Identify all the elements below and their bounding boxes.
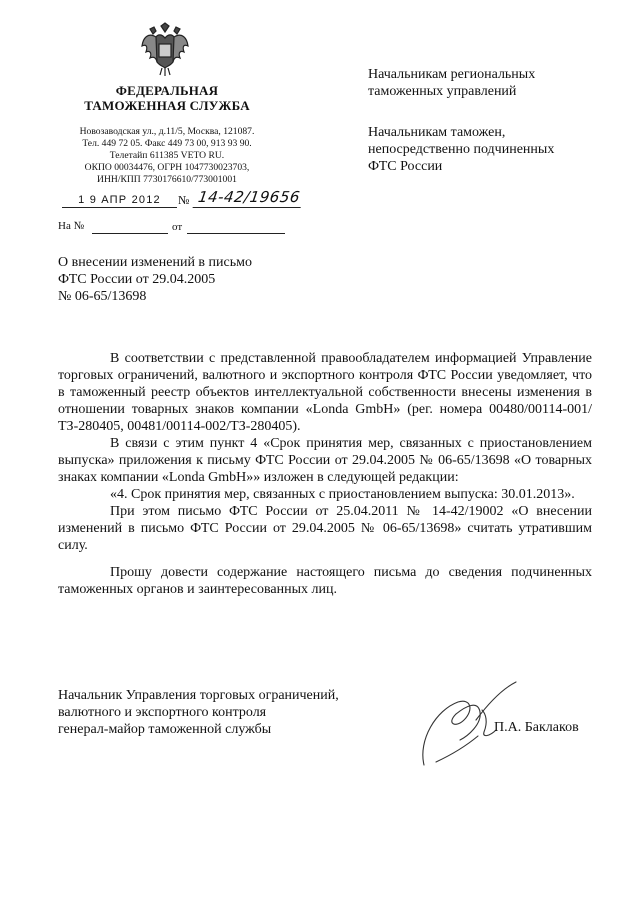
organization-name xyxy=(58,83,276,113)
subject-line: № 06-65/13698 xyxy=(58,289,147,304)
addressee-line: Начальникам таможен, xyxy=(368,125,506,140)
body-paragraph: В соответствии с представленной правообладателем информацией Управление торговых ограничений, валютного и экспортного контроля ФТС России уведомляет, что в таможенный реестр объектов интеллектуальной собственности внесены изменения в отношении товарных знаков компании «Londa GmbH» (рег. номера 00480/00114-001/ТЗ-280405, 00481/00114-002/ТЗ-280405). xyxy=(58,351,592,434)
from-label: от xyxy=(172,221,183,233)
subject-line: ФТС России от 29.04.2005 xyxy=(58,272,216,287)
russian-coat-of-arms-icon xyxy=(140,22,190,78)
org-line-1: ФЕДЕРАЛЬНАЯ xyxy=(115,83,219,98)
body-paragraph: При этом письмо ФТС России от 25.04.2011 № 14-42/19002 «О внесении изменений в письмо ФТС России от 29.04.2005 № 06-65/13698» считать утратившим силу. xyxy=(58,504,592,553)
number-label: № xyxy=(178,193,190,207)
registration-number: 14-42/19656 xyxy=(193,188,304,208)
addressee-block-1 xyxy=(368,66,628,100)
addressee-line: ФТС России xyxy=(368,159,443,174)
quoted-paragraph: «4. Срок принятия мер, связанных с приостановлением выпуска: 30.01.2013». xyxy=(110,487,575,502)
signatory-title-line: валютного и экспортного контроля xyxy=(58,705,267,720)
reply-date-line xyxy=(187,233,285,234)
address-line: Новозаводская ул., д.11/5, Москва, 121087. xyxy=(79,126,255,137)
letter-subject xyxy=(58,254,318,305)
signatory-title xyxy=(58,687,388,738)
addressee-line: Начальникам региональных xyxy=(368,67,536,82)
signatory-name: П.А. Баклаков xyxy=(494,720,579,735)
body-paragraph: В связи с этим пункт 4 «Срок принятия мер, связанных с приостановлением выпуска» приложения к письму ФТС России от 29.04.2005 № 06-65/13698 «О товарных знаках компании «Londa GmbH»» изложен в следующей редакции: xyxy=(58,436,592,485)
signatory-title-line: Начальник Управления торговых ограничений, xyxy=(58,688,339,703)
addressee-line: непосредственно подчиненных xyxy=(368,142,555,157)
subject-line: О внесении изменений в письмо xyxy=(58,255,252,270)
phone-line: Тел. 449 72 05. Факс 449 73 00, 913 93 90. xyxy=(82,138,252,149)
signatory-title-line: генерал-майор таможенной службы xyxy=(58,722,272,737)
body-paragraph: Прошу довести содержание настоящего письма до сведения подчиненных таможенных органов и заинтересованных лиц. xyxy=(58,565,592,597)
org-line-2: ТАМОЖЕННАЯ СЛУЖБА xyxy=(84,98,250,113)
reply-label: На № xyxy=(58,220,85,232)
organization-details xyxy=(58,126,276,186)
addressee-line: таможенных управлений xyxy=(368,84,517,99)
registration-date: 1 9 АПР 2012 xyxy=(62,194,177,208)
okpo-line: ОКПО 00034476, ОГРН 1047730023703, xyxy=(84,162,250,173)
teletype-line: Телетайп 611385 VETO RU. xyxy=(109,150,225,161)
addressee-block-2 xyxy=(368,124,628,175)
letter-body xyxy=(58,350,592,598)
reply-number-line xyxy=(92,233,168,234)
inn-line: ИНН/КПП 7730176610/773001001 xyxy=(97,174,237,185)
